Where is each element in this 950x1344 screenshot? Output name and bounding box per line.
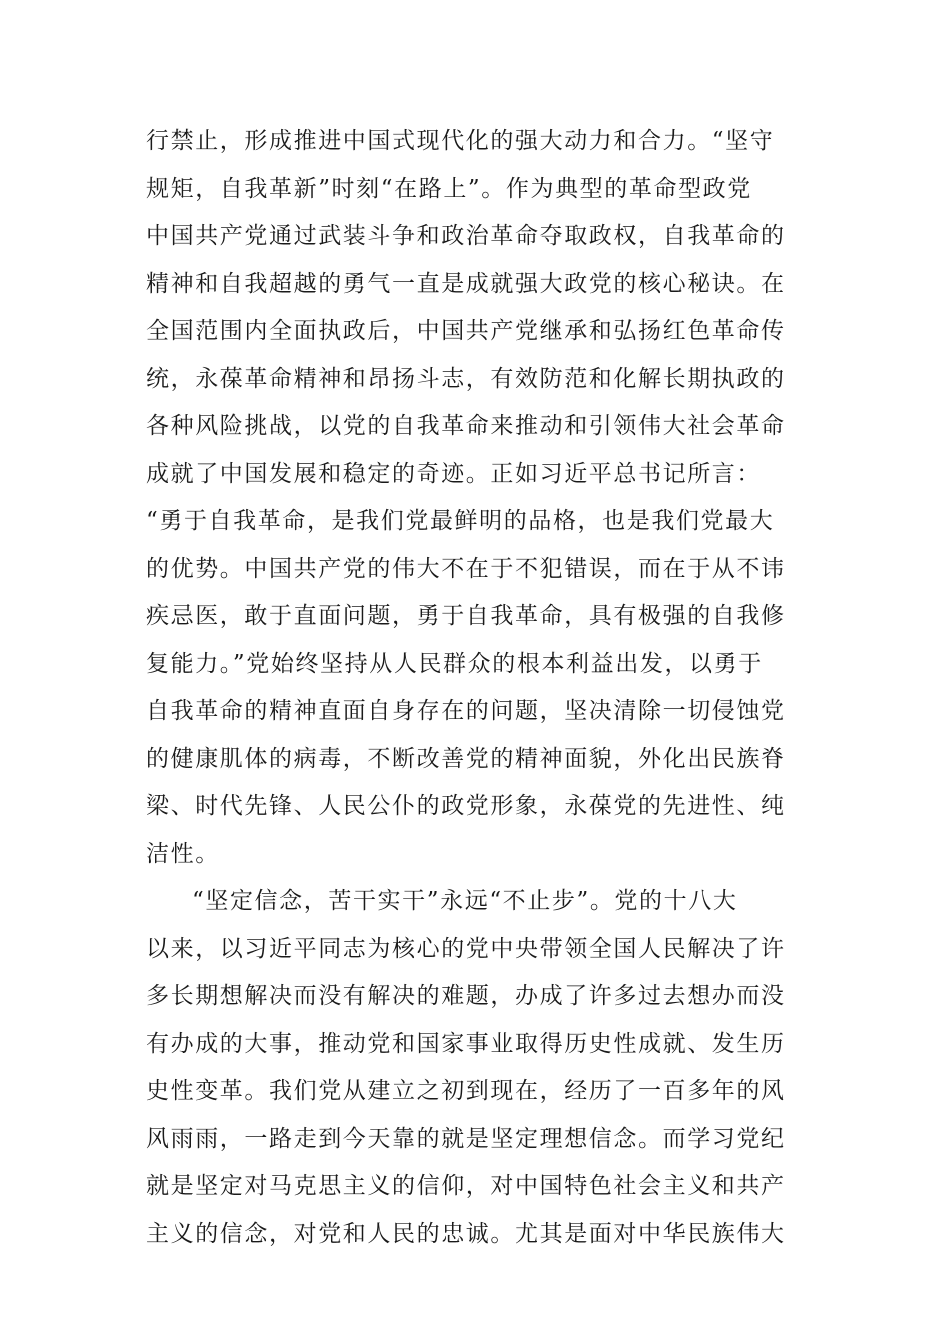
text-line: 史性变革。我们党从建立之初到现在，经历了一百多年的风	[146, 1078, 786, 1104]
text-line: 疾忌医，敢于直面问题，勇于自我革命，具有极强的自我修	[146, 603, 786, 629]
text-line: 主义的信念，对党和人民的忠诚。尤其是面对中华民族伟大	[146, 1220, 786, 1247]
text-line: 行禁止，形成推进中国式现代化的强大动力和合力。“坚守	[146, 128, 775, 154]
text-line: “勇于自我革命，是我们党最鲜明的品格，也是我们党最大	[146, 508, 775, 534]
text-line: 全国范围内全面执政后，中国共产党继承和弘扬红色革命传	[146, 318, 786, 344]
text-line: 梁、时代先锋、人民公仆的政党形象，永葆党的先进性、纯	[146, 793, 786, 819]
text-line: 中国共产党通过武装斗争和政治革命夺取政权，自我革命的	[146, 223, 786, 249]
body-text	[146, 118, 816, 1258]
paragraph-start-line: “坚定信念，苦干实干”永远“不止步”。党的十八大	[192, 888, 738, 914]
text-line: 规矩，自我革新”时刻“在路上”。作为典型的革命型政党	[146, 175, 752, 202]
text-line: 统，永葆革命精神和昂扬斗志，有效防范和化解长期执政的	[146, 365, 786, 392]
text-line: 自我革命的精神直面自身存在的问题，坚决清除一切侵蚀党	[146, 698, 786, 724]
text-line: 多长期想解决而没有解决的难题，办成了许多过去想办而没	[146, 983, 786, 1009]
text-line: 各种风险挑战，以党的自我革命来推动和引领伟大社会革命	[146, 413, 786, 439]
text-line: 风雨雨，一路走到今天靠的就是坚定理想信念。而学习党纪	[146, 1125, 786, 1152]
text-line: 的优势。中国共产党的伟大不在于不犯错误，而在于从不讳	[146, 555, 786, 582]
text-line: 就是坚定对马克思主义的信仰，对中国特色社会主义和共产	[146, 1173, 786, 1199]
text-line: 以来，以习近平同志为核心的党中央带领全国人民解决了许	[146, 935, 786, 962]
text-line: 精神和自我超越的勇气一直是成就强大政党的核心秘诀。在	[146, 270, 786, 297]
text-line: 的健康肌体的病毒，不断改善党的精神面貌，外化出民族脊	[146, 745, 786, 772]
text-line: 成就了中国发展和稳定的奇迹。正如习近平总书记所言：	[146, 460, 761, 487]
text-line: 复能力。”党始终坚持从人民群众的根本利益出发，以勇于	[146, 650, 763, 677]
text-line: 有办成的大事，推动党和国家事业取得历史性成就、发生历	[146, 1030, 786, 1057]
text-line: 洁性。	[146, 840, 220, 867]
